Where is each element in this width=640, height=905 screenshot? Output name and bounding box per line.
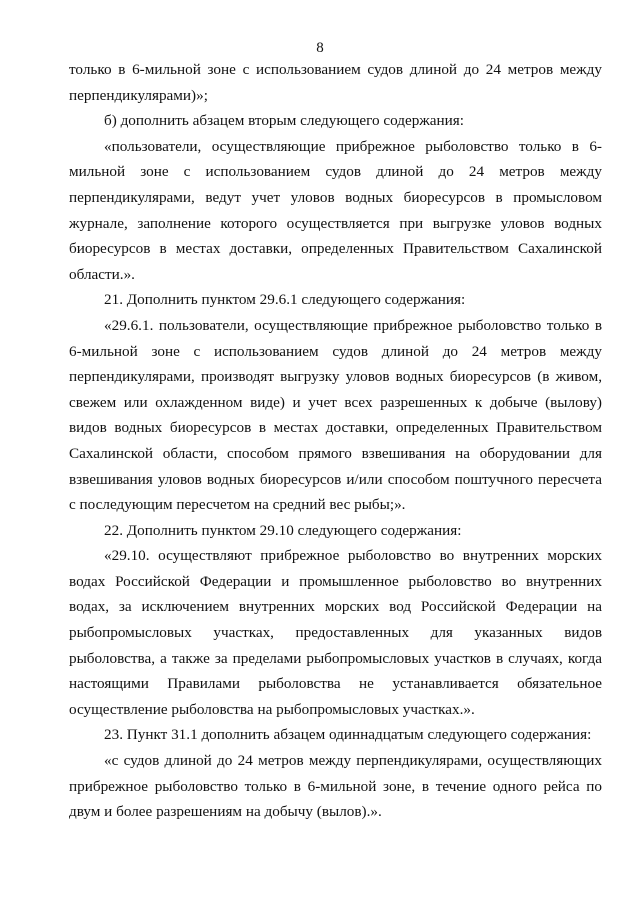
paragraph-quote-users: «пользователи, осуществляющие прибрежное рыболовство только в 6-мильной зоне с использованием судов длиной до 24 метров между перпендикулярами, ведут учет уловов водных биоресурсов в промысловом журнале, заполнение которого осуществляется при выгрузке уловов водных биоресурсов в местах доставки, определенных Правительством Сахалинской области.». [69,137,602,283]
paragraph-item-22: 22. Дополнить пунктом 29.10 следующего содержания: [104,521,462,539]
paragraph-continuation: только в 6-мильной зоне с использованием судов длиной до 24 метров между перпендикулярами)»; [69,61,602,104]
paragraph-quote-29-10: «29.10. осуществляют прибрежное рыболовство во внутренних морских водах Российской Федерации и промышленное рыболовство во внутренних водах, за исключением внутренних морских вод Российской Федерации на рыбопромысловых участках, предоставленных для указанных видов рыболовства, а также за пределами рыбопромысловых участков в случаях, когда настоящими Правилами рыболовства не устанавливается обязательное осуществление рыболовства на рыбопромысловых участках.». [69,547,602,718]
page-number: 8 [316,40,324,56]
paragraph-quote-29-6-1: «29.6.1. пользователи, осуществляющие прибрежное рыболовство только в 6-мильной зоне с использованием судов длиной до 24 метров между перпендикулярами, производят выгрузку уловов водных биоресурсов (в живом, свежем или охлажденном виде) и учет всех разрешенных к добыче (вылову) видов водных биоресурсов в местах доставки, определенных Правительством Сахалинской области, способом прямого взвешивания на оборудовании для взвешивания уловов водных биоресурсов и/или способом поштучного пересчета с последующим пересчетом на средний вес рыбы;». [69,316,602,514]
paragraph-item-21: 21. Дополнить пунктом 29.6.1 следующего содержания: [104,291,466,309]
document-body [69,57,602,825]
paragraph-subitem-b: б) дополнить абзацем вторым следующего содержания: [104,112,464,130]
paragraph-quote-vessels: «с судов длиной до 24 метров между перпендикулярами, осуществляющих прибрежное рыболовство только в 6-мильной зоне, в течение одного рейса по двум и более разрешениям на добычу (вылов).». [69,752,602,821]
paragraph-item-23: 23. Пункт 31.1 дополнить абзацем одиннадцатым следующего содержания: [104,726,592,744]
